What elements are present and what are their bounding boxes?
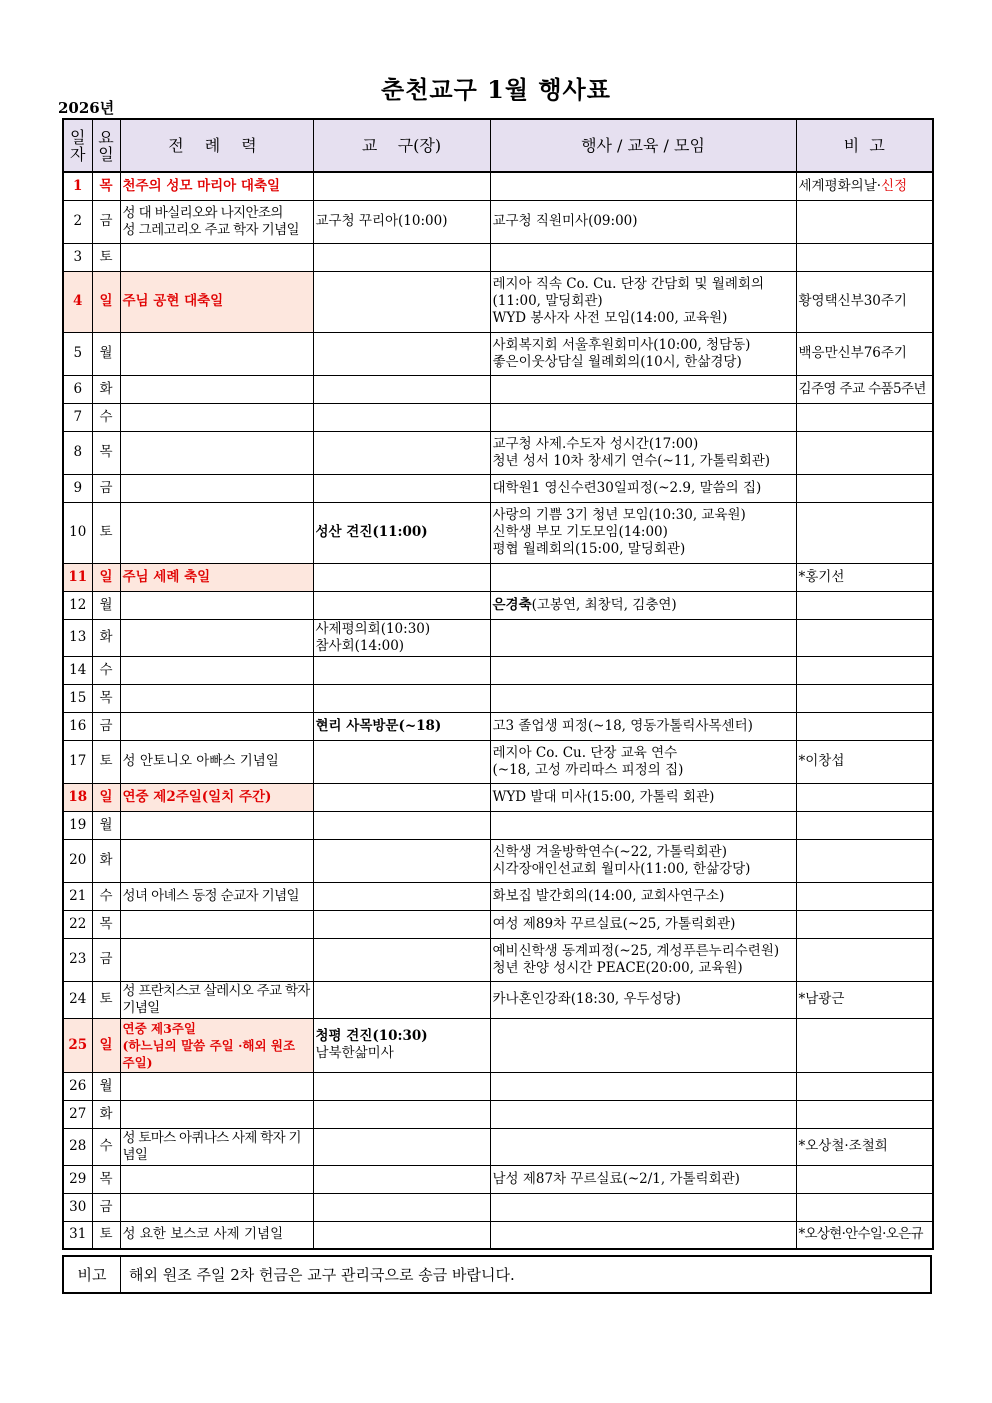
diocese-cell <box>313 1193 490 1221</box>
event-text: (11:00, 말딩회관) <box>492 293 603 309</box>
event-text: 예비신학생 동계피정(~25, 계성푸른누리수련원) <box>492 942 780 959</box>
notes-cell <box>796 619 933 656</box>
liturgy-cell <box>120 740 313 783</box>
table-row <box>63 1193 933 1221</box>
events-cell <box>490 1128 796 1165</box>
day-of-week: 일 <box>92 563 120 591</box>
liturgy-text: 성녀 아녜스 동정 순교자 기념일 <box>122 887 299 904</box>
day-number: 5 <box>63 332 92 375</box>
day-of-week: 토 <box>92 1221 120 1249</box>
notes-cell <box>796 882 933 910</box>
day-number: 29 <box>63 1165 92 1193</box>
liturgy-text: 연중 제3주일 <box>122 1020 196 1036</box>
notes-text: *오상현·안수일·오은규 <box>798 1226 923 1243</box>
event-text: 좋은이웃상담실 월례회의(10시, 한삶경당) <box>492 353 742 370</box>
liturgy-cell <box>120 1018 313 1072</box>
liturgy-cell <box>120 375 313 403</box>
day-number: 30 <box>63 1193 92 1221</box>
liturgy-cell <box>120 811 313 839</box>
event-text: 레지아 직속 Co. Cu. 단장 간담회 및 월례회의 <box>492 276 764 292</box>
liturgy-text: 성 요한 보스코 사제 기념일 <box>122 1226 284 1243</box>
liturgy-text: 주님 공현 대축일 <box>122 293 224 309</box>
day-of-week: 토 <box>92 740 120 783</box>
diocese-cell <box>313 332 490 375</box>
table-row <box>63 172 933 200</box>
event-text: WYD 발대 미사(15:00, 가톨릭 회관) <box>492 788 715 805</box>
events-cell <box>490 938 796 981</box>
day-of-week: 월 <box>92 332 120 375</box>
notes-text: 백응만신부76주기 <box>798 345 907 361</box>
liturgy-cell <box>120 1165 313 1193</box>
liturgy-cell <box>120 474 313 502</box>
diocese-cell <box>313 910 490 938</box>
event-text: 청년 찬양 성시간 PEACE(20:00, 교육원) <box>492 959 743 976</box>
events-cell <box>490 619 796 656</box>
day-number: 14 <box>63 656 92 684</box>
footer-text: 해외 원조 주일 2차 헌금은 교구 관리국으로 송금 바랍니다. <box>121 1256 932 1293</box>
events-cell <box>490 332 796 375</box>
notes-text: 김주영 주교 수품5주년 <box>798 380 926 397</box>
event-text: (~18, 고성 까리따스 피정의 집) <box>492 761 684 778</box>
notes-cell <box>796 172 933 200</box>
day-of-week: 일 <box>92 1018 120 1072</box>
day-number: 18 <box>63 783 92 811</box>
day-of-week: 목 <box>92 684 120 712</box>
table-row <box>63 200 933 243</box>
notes-cell <box>796 981 933 1018</box>
events-cell <box>490 882 796 910</box>
table-row <box>63 403 933 431</box>
liturgy-cell <box>120 712 313 740</box>
day-of-week: 토 <box>92 981 120 1018</box>
day-of-week: 금 <box>92 1193 120 1221</box>
notes-cell <box>796 563 933 591</box>
day-number: 15 <box>63 684 92 712</box>
diocese-cell <box>313 938 490 981</box>
notes-cell <box>796 910 933 938</box>
events-cell <box>490 563 796 591</box>
events-cell <box>490 839 796 882</box>
day-number: 28 <box>63 1128 92 1165</box>
day-of-week: 목 <box>92 910 120 938</box>
event-text: 대학원1 영신수련30일피정(~2.9, 말씀의 집) <box>492 479 762 496</box>
header-events: 행사 / 교육 / 모임 <box>490 119 796 172</box>
liturgy-cell <box>120 200 313 243</box>
header-date: 일 자 <box>63 119 92 172</box>
notes-cell <box>796 200 933 243</box>
events-cell <box>490 243 796 271</box>
liturgy-cell <box>120 684 313 712</box>
diocese-cell <box>313 1018 490 1072</box>
notes-cell <box>796 1221 933 1249</box>
notes-cell <box>796 1100 933 1128</box>
notes-cell <box>796 332 933 375</box>
header-notes: 비 고 <box>796 119 933 172</box>
notes-cell <box>796 1128 933 1165</box>
events-cell <box>490 502 796 563</box>
day-of-week: 화 <box>92 1100 120 1128</box>
liturgy-text: 성 안토니오 아빠스 기념일 <box>122 753 279 769</box>
day-of-week: 목 <box>92 431 120 474</box>
liturgy-cell <box>120 502 313 563</box>
events-cell <box>490 1072 796 1100</box>
event-text: 레지아 Co. Cu. 단장 교육 연수 <box>492 744 678 761</box>
event-text: WYD 봉사자 사전 모임(14:00, 교육원) <box>492 310 728 326</box>
diocese-text: 교구청 꾸리아(10:00) <box>315 213 448 229</box>
liturgy-text: 성 토마스 아퀴나스 사제 학자 기념일 <box>122 1129 301 1163</box>
diocese-cell <box>313 811 490 839</box>
liturgy-cell <box>120 172 313 200</box>
liturgy-cell <box>120 332 313 375</box>
notes-cell <box>796 474 933 502</box>
day-of-week: 일 <box>92 783 120 811</box>
header-row <box>63 119 933 172</box>
schedule-table <box>62 118 934 1250</box>
day-of-week: 수 <box>92 656 120 684</box>
day-number: 23 <box>63 938 92 981</box>
day-number: 10 <box>63 502 92 563</box>
notes-text: 세계평화의날· <box>798 177 882 194</box>
table-row <box>63 783 933 811</box>
table-row <box>63 431 933 474</box>
diocese-text: 현리 사목방문(~18) <box>315 717 442 734</box>
day-of-week: 월 <box>92 811 120 839</box>
event-text: 고3 졸업생 피정(~18, 영동가톨릭사목센터) <box>492 717 753 734</box>
liturgy-text: (하느님의 말씀 주일 ·해외 원조 주일) <box>122 1037 296 1070</box>
events-cell <box>490 1165 796 1193</box>
diocese-cell <box>313 243 490 271</box>
notes-cell <box>796 403 933 431</box>
year-label: 2026년 <box>58 99 115 117</box>
liturgy-cell <box>120 938 313 981</box>
notes-cell <box>796 684 933 712</box>
liturgy-cell <box>120 910 313 938</box>
day-number: 20 <box>63 839 92 882</box>
liturgy-cell <box>120 839 313 882</box>
diocese-cell <box>313 200 490 243</box>
table-row <box>63 1165 933 1193</box>
events-cell <box>490 684 796 712</box>
event-text: 신학생 부모 기도모임(14:00) <box>492 524 668 540</box>
notes-cell <box>796 783 933 811</box>
events-cell <box>490 200 796 243</box>
notes-cell <box>796 1018 933 1072</box>
header-diocese: 교 구(장) <box>313 119 490 172</box>
day-of-week: 월 <box>92 1072 120 1100</box>
footer-note-table <box>62 1255 932 1294</box>
day-of-week: 토 <box>92 502 120 563</box>
table-row <box>63 375 933 403</box>
day-number: 25 <box>63 1018 92 1072</box>
liturgy-cell <box>120 882 313 910</box>
day-number: 24 <box>63 981 92 1018</box>
page-title: 춘천교구 1월 행사표 <box>381 75 611 104</box>
diocese-text: 청평 견진(10:30) <box>315 1028 428 1044</box>
events-cell <box>490 172 796 200</box>
day-number: 31 <box>63 1221 92 1249</box>
table-row <box>63 740 933 783</box>
notes-cell <box>796 811 933 839</box>
day-number: 27 <box>63 1100 92 1128</box>
day-of-week: 토 <box>92 243 120 271</box>
liturgy-cell <box>120 656 313 684</box>
event-text: 사랑의 기쁨 3기 청년 모임(10:30, 교육원) <box>492 507 746 523</box>
day-of-week: 목 <box>92 1165 120 1193</box>
day-number: 9 <box>63 474 92 502</box>
notes-cell <box>796 271 933 332</box>
liturgy-cell <box>120 1221 313 1249</box>
events-cell <box>490 740 796 783</box>
notes-cell <box>796 243 933 271</box>
table-row <box>63 1018 933 1072</box>
day-number: 12 <box>63 591 92 619</box>
diocese-cell <box>313 684 490 712</box>
table-row <box>63 656 933 684</box>
diocese-cell <box>313 981 490 1018</box>
events-cell <box>490 910 796 938</box>
diocese-text: 참사회(14:00) <box>315 637 405 654</box>
notes-text: *이창섭 <box>798 753 845 769</box>
table-row <box>63 474 933 502</box>
day-number: 6 <box>63 375 92 403</box>
diocese-cell <box>313 1100 490 1128</box>
table-row <box>63 839 933 882</box>
day-number: 17 <box>63 740 92 783</box>
events-cell <box>490 783 796 811</box>
day-of-week: 월 <box>92 591 120 619</box>
table-row <box>63 910 933 938</box>
notes-text: *홍기선 <box>798 568 845 585</box>
notes-text: 황영택신부30주기 <box>798 293 907 309</box>
day-of-week: 목 <box>92 172 120 200</box>
table-row <box>63 981 933 1018</box>
events-cell <box>490 403 796 431</box>
notes-cell <box>796 712 933 740</box>
day-of-week: 금 <box>92 712 120 740</box>
day-of-week: 화 <box>92 839 120 882</box>
events-cell <box>490 1100 796 1128</box>
day-number: 21 <box>63 882 92 910</box>
notes-cell <box>796 938 933 981</box>
notes-cell <box>796 1165 933 1193</box>
diocese-cell <box>313 1221 490 1249</box>
liturgy-cell <box>120 783 313 811</box>
notes-text: *오상철·조철희 <box>798 1138 888 1154</box>
footer-label: 비고 <box>63 1256 121 1293</box>
day-number: 26 <box>63 1072 92 1100</box>
event-text: 평협 월례회의(15:00, 말딩회관) <box>492 541 686 557</box>
table-row <box>63 938 933 981</box>
diocese-text: 성산 견진(11:00) <box>315 524 428 540</box>
liturgy-cell <box>120 243 313 271</box>
event-text: 교구청 사제.수도자 성시간(17:00) <box>492 435 699 452</box>
event-text: 시각장애인선교회 월미사(11:00, 한삶강당) <box>492 860 751 877</box>
event-text: 화보집 발간회의(14:00, 교회사연구소) <box>492 887 725 904</box>
diocese-cell <box>313 1165 490 1193</box>
diocese-text: 사제평의회(10:30) <box>315 620 431 637</box>
table-row <box>63 811 933 839</box>
liturgy-cell <box>120 563 313 591</box>
diocese-cell <box>313 591 490 619</box>
notes-cell <box>796 1193 933 1221</box>
events-cell <box>490 1221 796 1249</box>
events-cell <box>490 981 796 1018</box>
table-row <box>63 243 933 271</box>
events-cell <box>490 656 796 684</box>
notes-cell <box>796 502 933 563</box>
liturgy-cell <box>120 271 313 332</box>
table-row <box>63 271 933 332</box>
events-cell <box>490 271 796 332</box>
event-text: 카나혼인강좌(18:30, 우두성당) <box>492 991 681 1007</box>
liturgy-cell <box>120 1100 313 1128</box>
event-text: 여성 제89차 꾸르실료(~25, 가톨릭회관) <box>492 915 736 932</box>
diocese-cell <box>313 271 490 332</box>
day-of-week: 금 <box>92 938 120 981</box>
table-row <box>63 332 933 375</box>
notes-text: 신정 <box>881 177 908 194</box>
day-number: 7 <box>63 403 92 431</box>
liturgy-text: 성 대 바실리오와 나지안조의 <box>122 204 283 221</box>
table-row <box>63 591 933 619</box>
liturgy-text: 성 프란치스코 살레시오 주교 학자 기념일 <box>122 982 310 1016</box>
diocese-text: 남북한삶미사 <box>315 1045 394 1061</box>
liturgy-cell <box>120 1193 313 1221</box>
liturgy-cell <box>120 619 313 656</box>
diocese-cell <box>313 619 490 656</box>
liturgy-cell <box>120 403 313 431</box>
header-dow: 요 일 <box>92 119 120 172</box>
day-number: 19 <box>63 811 92 839</box>
diocese-cell <box>313 375 490 403</box>
header-liturgy: 전 례 력 <box>120 119 313 172</box>
table-row <box>63 684 933 712</box>
notes-text: *남광근 <box>798 991 845 1007</box>
day-number: 16 <box>63 712 92 740</box>
table-row <box>63 1128 933 1165</box>
events-cell <box>490 591 796 619</box>
events-cell <box>490 1018 796 1072</box>
liturgy-cell <box>120 591 313 619</box>
table-row <box>63 563 933 591</box>
diocese-cell <box>313 474 490 502</box>
diocese-cell <box>313 1128 490 1165</box>
day-of-week: 화 <box>92 619 120 656</box>
diocese-cell <box>313 740 490 783</box>
diocese-cell <box>313 172 490 200</box>
notes-cell <box>796 839 933 882</box>
day-number: 22 <box>63 910 92 938</box>
diocese-cell <box>313 502 490 563</box>
notes-cell <box>796 1072 933 1100</box>
event-text: 남성 제87차 꾸르실료(~2/1, 가톨릭회관) <box>492 1170 740 1187</box>
event-text: 청년 성서 10차 창세기 연수(~11, 가톨릭회관) <box>492 452 771 469</box>
diocese-cell <box>313 839 490 882</box>
event-text: 사회복지회 서울후원회미사(10:00, 청담동) <box>492 336 751 353</box>
liturgy-text: 주님 세례 축일 <box>122 568 211 585</box>
liturgy-text: 연중 제2주일(일치 주간) <box>122 788 272 805</box>
diocese-cell <box>313 712 490 740</box>
diocese-cell <box>313 431 490 474</box>
diocese-cell <box>313 656 490 684</box>
table-row <box>63 619 933 656</box>
day-of-week: 일 <box>92 271 120 332</box>
table-row <box>63 1221 933 1249</box>
notes-cell <box>796 431 933 474</box>
day-of-week: 금 <box>92 474 120 502</box>
liturgy-cell <box>120 1128 313 1165</box>
liturgy-text: 천주의 성모 마리아 대축일 <box>122 177 281 194</box>
table-row <box>63 1100 933 1128</box>
day-of-week: 수 <box>92 882 120 910</box>
notes-cell <box>796 591 933 619</box>
events-cell <box>490 375 796 403</box>
table-row <box>63 1072 933 1100</box>
day-of-week: 금 <box>92 200 120 243</box>
day-number: 1 <box>63 172 92 200</box>
liturgy-text: 성 그레고리오 주교 학자 기념일 <box>122 221 299 238</box>
events-cell <box>490 474 796 502</box>
diocese-cell <box>313 1072 490 1100</box>
day-of-week: 화 <box>92 375 120 403</box>
diocese-cell <box>313 783 490 811</box>
liturgy-cell <box>120 1072 313 1100</box>
day-of-week: 수 <box>92 403 120 431</box>
event-text: 은경축(고봉연, 최창덕, 김충연) <box>492 596 677 613</box>
day-number: 11 <box>63 563 92 591</box>
events-cell <box>490 712 796 740</box>
notes-cell <box>796 740 933 783</box>
day-number: 8 <box>63 431 92 474</box>
day-number: 4 <box>63 271 92 332</box>
day-number: 3 <box>63 243 92 271</box>
table-row <box>63 712 933 740</box>
event-text: 신학생 겨울방학연수(~22, 가톨릭회관) <box>492 843 727 860</box>
notes-cell <box>796 656 933 684</box>
event-text: 교구청 직원미사(09:00) <box>492 213 638 229</box>
events-cell <box>490 811 796 839</box>
diocese-cell <box>313 403 490 431</box>
events-cell <box>490 1193 796 1221</box>
day-of-week: 수 <box>92 1128 120 1165</box>
day-number: 13 <box>63 619 92 656</box>
events-cell <box>490 431 796 474</box>
diocese-cell <box>313 563 490 591</box>
table-row <box>63 882 933 910</box>
liturgy-cell <box>120 431 313 474</box>
liturgy-cell <box>120 981 313 1018</box>
notes-cell <box>796 375 933 403</box>
table-row <box>63 502 933 563</box>
day-number: 2 <box>63 200 92 243</box>
diocese-cell <box>313 882 490 910</box>
